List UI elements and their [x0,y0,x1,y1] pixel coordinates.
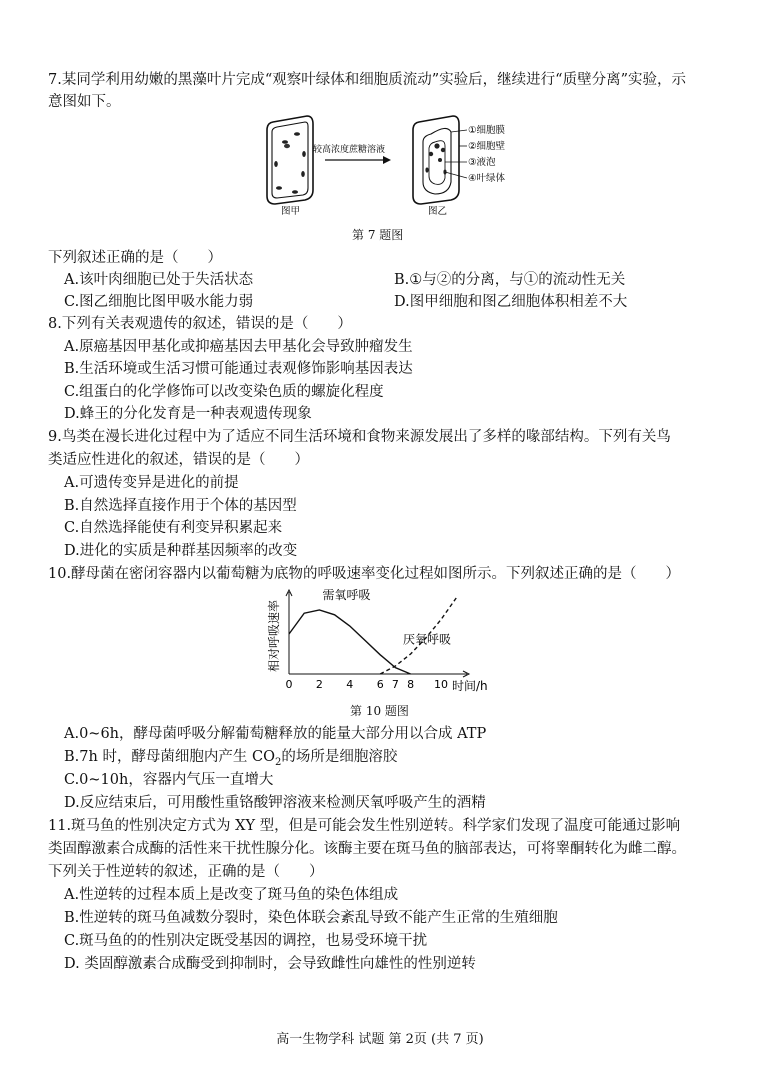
page-footer: 高一生物学科 试题 第 2页 (共 7 页) [276,1032,484,1047]
series-line-1 [289,610,411,674]
q7-option-b: B.①与②的分离，与①的流动性无关 [394,272,626,288]
q7-option-a: A.该叶肉细胞已处于失活状态 [64,272,254,288]
x-tick-label: 0 [285,678,293,691]
q10-option-b-post: 的场所是细胞溶胶 [281,749,398,765]
y-axis-label: 相对呼吸速率 [267,599,281,673]
x-tick-label: 6 [376,678,384,691]
q11-option-d: D. 类固醇激素合成酶受到抑制时，会导致雌性向雄性的性别逆转 [64,956,476,972]
q7-option-d: D.图甲细胞和图乙细胞体积相差不大 [394,294,628,310]
q9-option-b: B.自然选择直接作用于个体的基因型 [64,498,297,514]
label-jia: 图甲 [281,206,301,217]
q10-option-c: C.0~10h，容器内气压一直增大 [64,772,274,788]
leader-4 [445,172,467,178]
x-tick-label: 10 [434,678,448,691]
arrow-label: 较高浓度蔗糖溶液 [313,145,386,155]
q8-option-c: C.组蛋白的化学修饰可以改变染色质的螺旋化程度 [64,384,384,400]
q10-option-a: A.0~6h，酵母菌呼吸分解葡萄糖释放的能量大部分用以合成 ATP [64,726,487,742]
q9-stem-line2: 类适应性进化的叙述，错误的是（ ） [48,452,309,468]
q8-stem: 8.下列有关表观遗传的叙述，错误的是（ ） [48,316,352,332]
q10-caption: 第 10 题图 [350,704,409,718]
q10-stem: 10.酵母菌在密闭容器内以葡萄糖为底物的呼吸速率变化过程如图所示。下列叙述正确的是（ ） [48,566,681,582]
arrow-head [383,156,391,164]
cell-jia [267,116,313,204]
q10-option-b-sub: 2 [275,756,282,768]
q11-stem-line3: 下列关于性逆转的叙述，正确的是（ ） [48,864,324,880]
q11-stem-line2: 类固醇激素合成酶的活性来干扰性腺分化。该酶主要在斑马鱼的脑部表达，可将睾酮转化为雌二醇。 [48,841,686,857]
q7-stem-line1: 7.某同学利用幼嫩的黑藻叶片完成“观察叶绿体和细胞质流动”实验后，继续进行“质壁分离”实验，示 [48,72,686,88]
q7-cell-figure [255,110,525,218]
series-label-1: 需氧呼吸 [322,587,371,602]
q7-stem-line2: 意图如下。 [48,94,121,110]
q9-option-a: A.可遗传变异是进化的前提 [64,475,239,491]
q8-option-b: B.生活环境或生活习惯可能通过表观修饰影响基因表达 [64,361,413,377]
q10-respiration-chart [262,586,512,698]
q11-option-a: A.性逆转的过程本质上是改变了斑马鱼的染色体组成 [64,887,399,903]
part-label-4: ④叶绿体 [468,173,506,184]
q9-option-c: C.自然选择能使有利变异积累起来 [64,520,283,536]
cell-yi [413,116,459,204]
x-tick-label: 8 [407,678,415,691]
q7-question: 下列叙述正确的是（ ） [48,250,222,266]
q11-option-b: B.性逆转的斑马鱼减数分裂时，染色体联会紊乱导致不能产生正常的生殖细胞 [64,910,558,926]
q8-option-d: D.蜂王的分化发育是一种表观遗传现象 [64,406,312,422]
label-yi: 图乙 [428,206,448,217]
q11-stem-line1: 11.斑马鱼的性别决定方式为 XY 型，但是可能会发生性别逆转。科学家们发现了温度可能通过影响 [48,818,681,834]
q9-stem-line1: 9.鸟类在漫长进化过程中为了适应不同生活环境和食物来源发展出了多样的喙部结构。下列有关鸟 [48,429,671,445]
q8-option-a: A.原癌基因甲基化或抑癌基因去甲基化会导致肿瘤发生 [64,339,413,355]
q9-option-d: D.进化的实质是种群基因频率的改变 [64,543,298,559]
part-label-1: ①细胞膜 [468,125,506,136]
q10-option-b-pre: B.7h 时，酵母菌细胞内产生 CO [64,749,276,765]
q11-option-c: C.斑马鱼的的性别决定既受基因的调控，也易受环境干扰 [64,933,428,949]
x-tick-label: 2 [315,678,323,691]
x-axis-label: 时间/h [452,679,488,693]
part-label-3: ③液泡 [468,157,496,168]
q10-option-d: D.反应结束后，可用酸性重铬酸钾溶液来检测厌氧呼吸产生的酒精 [64,795,486,811]
q7-caption: 第 7 题图 [352,228,404,242]
part-label-2: ②细胞壁 [468,141,506,152]
q7-option-c: C.图乙细胞比图甲吸水能力弱 [64,294,254,310]
x-tick-label: 7 [391,678,399,691]
series-label-2: 厌氧呼吸 [403,632,452,647]
x-tick-label: 4 [346,678,354,691]
q10-option-b [64,747,397,773]
